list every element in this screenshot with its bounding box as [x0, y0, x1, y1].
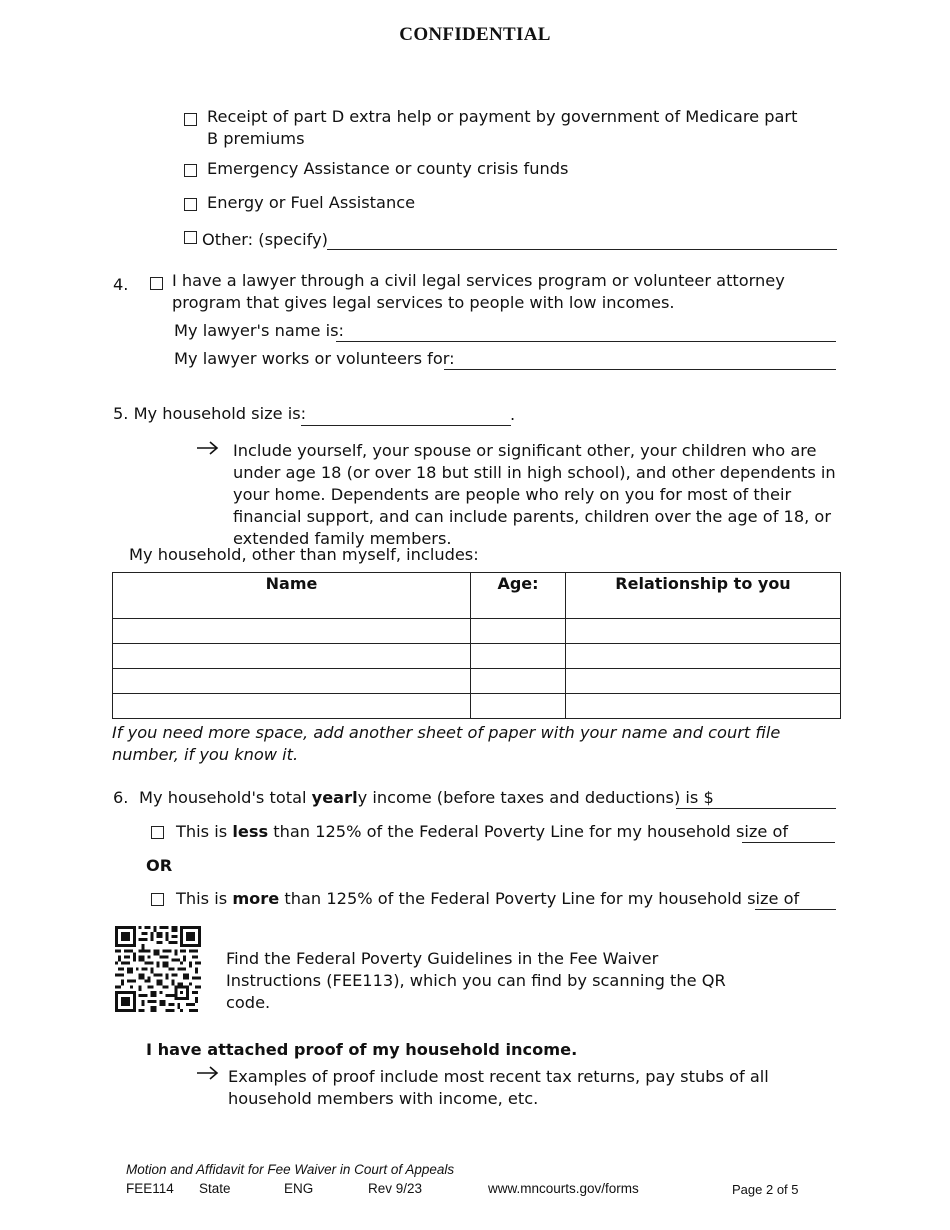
table-header-row — [113, 573, 841, 619]
cell-age[interactable] — [471, 644, 566, 669]
proof-title: I have attached proof of my household income. — [146, 1040, 578, 1059]
lawyer-org-field[interactable] — [444, 369, 836, 370]
less-than-125-label: This is less than 125% of the Federal Poverty Line for my household size of — [176, 822, 789, 841]
less-household-size-field[interactable] — [742, 842, 835, 843]
qr-code-icon[interactable] — [115, 926, 201, 1012]
cell-age[interactable] — [471, 694, 566, 719]
footer-language: ENG — [284, 1181, 314, 1196]
checkbox-part-d[interactable] — [184, 113, 197, 126]
benefit-label-emergency-assistance: Emergency Assistance or county crisis funds — [207, 159, 569, 178]
q4-text: I have a lawyer through a civil legal services program or volunteer attorney program that gives legal services to people with low incomes. — [172, 271, 785, 312]
household-size-period: . — [510, 405, 516, 424]
cell-age[interactable] — [471, 669, 566, 694]
table-row — [113, 644, 841, 669]
benefit-label-part-d: Receipt of part D extra help or payment by government of Medicare part B premiums — [207, 107, 798, 148]
right-arrow-icon — [196, 1065, 220, 1085]
table-row — [113, 669, 841, 694]
q6-number: 6. — [113, 788, 129, 807]
checkbox-has-lawyer[interactable] — [150, 277, 163, 290]
lawyer-org-label: My lawyer works or volunteers for: — [174, 349, 455, 368]
table-row — [113, 619, 841, 644]
more-space-note: If you need more space, add another sheet of paper with your name and court file number, if you know it. — [112, 723, 781, 764]
footer-page-number: Page 2 of 5 — [732, 1182, 799, 1197]
cell-relationship[interactable] — [566, 619, 841, 644]
household-size-label: 5. My household size is: — [113, 404, 307, 423]
household-intro: My household, other than myself, includes: — [129, 545, 479, 564]
footer-jurisdiction: State — [199, 1181, 231, 1196]
cell-name[interactable] — [113, 619, 471, 644]
lawyer-name-field[interactable] — [336, 341, 836, 342]
footer-form-title: Motion and Affidavit for Fee Waiver in Court of Appeals — [126, 1162, 455, 1177]
other-specify-field[interactable] — [327, 249, 837, 250]
checkbox-emergency-assistance[interactable] — [184, 164, 197, 177]
cell-name[interactable] — [113, 644, 471, 669]
benefit-label-energy-assistance: Energy or Fuel Assistance — [207, 193, 416, 212]
household-members-table — [112, 572, 841, 719]
footer-revision: Rev 9/23 — [368, 1181, 423, 1196]
checkbox-energy-assistance[interactable] — [184, 198, 197, 211]
benefit-label-other: Other: (specify) — [202, 230, 328, 249]
page-title: CONFIDENTIAL — [399, 24, 551, 45]
yearly-income-label: My household's total yearly income (before taxes and deductions) is $ — [139, 788, 714, 807]
cell-name[interactable] — [113, 669, 471, 694]
checkbox-more-than-125[interactable] — [151, 893, 164, 906]
footer-form-code: FEE114 — [126, 1181, 174, 1196]
checkbox-less-than-125[interactable] — [151, 826, 164, 839]
checkbox-other[interactable] — [184, 231, 197, 244]
footer-website[interactable]: www.mncourts.gov/forms — [488, 1181, 639, 1196]
more-than-125-label: This is more than 125% of the Federal Poverty Line for my household size of — [176, 889, 800, 908]
more-household-size-field[interactable] — [755, 909, 836, 910]
household-size-field[interactable] — [301, 425, 511, 426]
cell-relationship[interactable] — [566, 669, 841, 694]
or-separator: OR — [146, 856, 173, 875]
right-arrow-icon — [196, 440, 220, 460]
cell-relationship[interactable] — [566, 644, 841, 669]
col-header-relationship: Relationship to you — [566, 573, 841, 619]
cell-relationship[interactable] — [566, 694, 841, 719]
col-header-age: Age: — [471, 573, 566, 619]
cell-name[interactable] — [113, 694, 471, 719]
table-row — [113, 694, 841, 719]
lawyer-name-label: My lawyer's name is: — [174, 321, 345, 340]
col-header-name: Name — [113, 573, 471, 619]
qr-instructions: Find the Federal Poverty Guidelines in the Fee Waiver Instructions (FEE113), which you can find by scanning the QR code. — [226, 949, 726, 1012]
proof-note: Examples of proof include most recent tax returns, pay stubs of all household members with income, etc. — [228, 1067, 769, 1108]
q4-number: 4. — [113, 275, 129, 294]
yearly-income-field[interactable] — [676, 808, 836, 809]
cell-age[interactable] — [471, 619, 566, 644]
household-size-note: Include yourself, your spouse or significant other, your children who are under age 18 (or over 18 but still in high school), and other dependents in your home. Dependents are people who rely on you for most of their financial support, and can include parents, children over the age of 18, or extended family members. — [233, 441, 836, 548]
